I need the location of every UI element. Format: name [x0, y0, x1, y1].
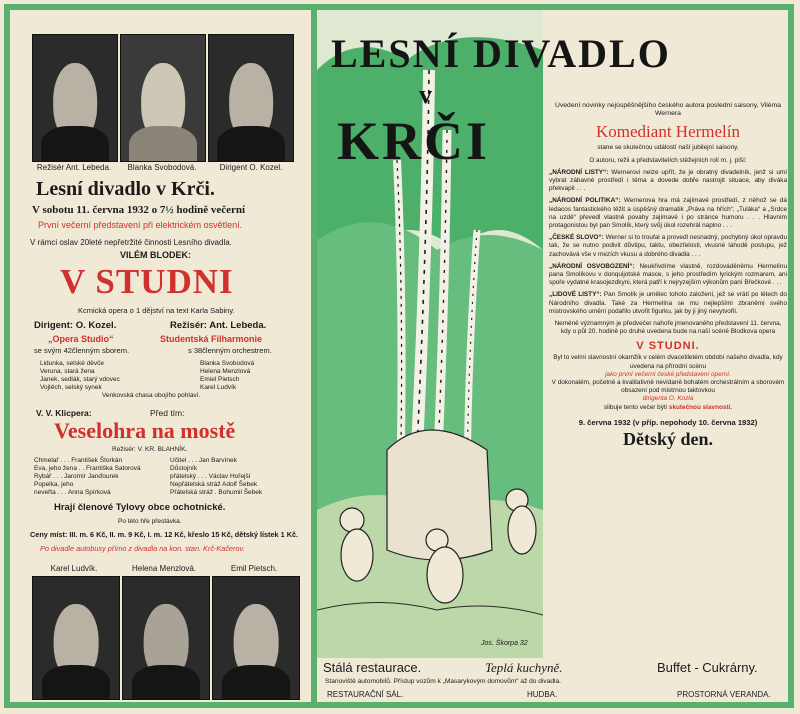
- cast-note: Venkovská chasa obojího pohlaví.: [102, 392, 201, 399]
- notice-title: V STUDNI.: [636, 340, 700, 353]
- caption-svobodova: Blanka Svobodová.: [127, 163, 197, 172]
- play-cast-right-5: Přátelská stráž . Bohumil Šebek: [170, 489, 263, 496]
- before-label: Před tím:: [150, 408, 185, 418]
- cast-role-4: Vojtěch, selský synek: [40, 384, 102, 391]
- review-4-source: „NÁRODNÍ OSVOBOZENÍ“:: [549, 262, 635, 270]
- celebration: V rámci oslav 20leté nepřetržité činnosti Lesního divadla.: [30, 238, 232, 247]
- review-4-text: Neukřivdíme vlastně, rozdováděněmu Hermelínu pana Smolíkovu v donquijotské masce, s jeho prostředím lyrickým rozmarem, ani spoře vydatné krasojezdkyni, která patří k nejryzejším výkonům paní Břečkové . . .: [549, 262, 788, 287]
- cast-actor-2: Helena Menzlová: [200, 368, 251, 375]
- play-director: Režisér: V. KR. BLAHNÍK.: [112, 446, 188, 453]
- caption-lebeda: Režisér Ant. Lebeda.: [36, 163, 112, 172]
- intro2: stane se skutečnou událostí naší jubilejní saisony.: [597, 144, 739, 152]
- cast-actor-3: Emiel Pietsch: [200, 376, 240, 383]
- artist-signature: Jos. Škorpa 32: [481, 640, 528, 647]
- amateurs: Hrají členové Tylovy obce ochotnické.: [54, 502, 226, 513]
- bottom-buffet: Buffet - Cukrárny.: [657, 660, 758, 675]
- play-title: Veselohra na mostě: [54, 418, 236, 443]
- review-1-source: „NÁRODNÍ LISTY“:: [549, 168, 609, 176]
- review-2-source: „NÁRODNÍ POLITIKA“:: [549, 197, 621, 205]
- notice3: V dokonalém, početně a kvalitativně nevídaně bohatém orchestrálním a sborovém obsazení pod mistrnou taktovkou: [551, 379, 785, 395]
- child-day: Dětský den.: [622, 428, 713, 449]
- play-cast-right-2: Důstojník: [170, 465, 198, 472]
- poster-title-line1: LESNÍ DIVADLO: [331, 31, 671, 76]
- review-5-text: Pan Smolík je umělec tohoto založení, jež se vrátí po létech do Národního divadla. Také za Hermelína se mu nejlepšími zbraněmi svého mistrovského umění podařilo utvořit figurku, jak by ji jiný nevytvořil.: [549, 291, 787, 315]
- cast-actor-1: Blanka Svobodová: [200, 360, 255, 367]
- review-4: [549, 263, 787, 288]
- intro: Uvedení novinky nejúspěšnějšího českého autora poslední saisony, Viléma Wernera: [554, 102, 782, 118]
- photo-pietsch: [212, 576, 300, 700]
- ensemble-philharmonic: Studentská Filharmonie: [160, 334, 263, 344]
- bus-info: Po divadle autobusy přímo z divadla na kon. stan. Krč-Kačerov.: [40, 544, 245, 553]
- poster-title-line2: KRČI: [337, 111, 491, 171]
- review-3: [549, 234, 787, 259]
- play-cast-left-5: neveřta . . . Anna Spírková: [34, 489, 111, 496]
- prices: Ceny míst: III. m. 6 Kč, II. m. 9 Kč, I. m. 12 Kč, křeslo 15 Kč, dětský lístek 1 Kč.: [30, 530, 299, 539]
- photo-lebeda: [32, 34, 118, 162]
- caption-ludvik: Karel Ludvík.: [50, 564, 98, 573]
- date-line: V sobotu 11. června 1932 o 7½ hodině večerní: [32, 204, 246, 216]
- play-cast-left-3: Rybář . . . Jaromír Janďourek: [34, 473, 119, 480]
- bottom-parking: Stanoviště automobilů. Přístup vozům k „Masarykovým domovům“ až do divadla.: [325, 678, 562, 685]
- right-column: [317, 10, 794, 702]
- play-cast-left-1: Chmelař . . . František Štorkán: [34, 457, 123, 464]
- reviews-column: [549, 102, 787, 450]
- cast-role-2: Veruna, stará žena: [40, 368, 95, 375]
- first-evening: První večerní představení při elektrickém osvětlení.: [38, 220, 243, 230]
- theatre-title: Lesní divadlo v Krči.: [36, 178, 215, 200]
- review-2-text: Wernerova hra má zajímavé prostředí, z něhož se dá ledacos fantastického těžit a úspěšný dramatik „Práva na hřích“, „Tuláka“ a „Srdce na uzdě“ převedl vlastně povahy zajímavé i po stránce humoru . . . Hlavním protagonistou byl pan Smolík, který svůj úkol rozehrál naplno . . .: [549, 197, 787, 230]
- photo-menzlova: [122, 576, 210, 700]
- photo-kozel: [208, 34, 294, 162]
- review-2: [549, 197, 787, 230]
- conductor: Dirigent: O. Kozel.: [34, 320, 117, 331]
- ensemble-opera-sub: se svým 42členným sborem.: [34, 346, 130, 355]
- bottom-kitchen: Teplá kuchyně.: [485, 660, 563, 675]
- left-column: [10, 10, 310, 702]
- notice4: slibuje tento večer býti: [603, 403, 668, 411]
- play-cast-left-4: Popelka, jeho: [34, 481, 74, 488]
- ensemble-opera-studio: „Opera Studio“: [48, 334, 114, 344]
- review-1-text: Wernerovi nelze upřít, že je obratný divadelník, jenž si umí vybrat zábavné prostředí i téma a dovede dobře nastrojit situace, aby diváka překvapil . . .: [549, 168, 787, 193]
- cast-role-1: Lidunka, selské děvče: [40, 360, 104, 367]
- cast-actor-4: Karel Ludvík: [200, 384, 237, 391]
- play-cast-left-2: Eva, jeho žena . . Františka Satorová: [34, 465, 141, 472]
- notice: Neméně významným je předvečer nahoře jmenovaného představení 11. června, kdy o půl 20. hodině po druhé uvedena bude na naší scéně Blodkova opera: [554, 320, 782, 336]
- review-3-source: „ČESKÉ SLOVO“:: [549, 234, 604, 242]
- free-note: Po této hře přestávka.: [118, 518, 182, 525]
- caption-pietsch: Emil Pietsch.: [230, 564, 278, 573]
- intro3: O autoru, režii a představitelích stěžejních rolí m. j. píší:: [589, 156, 747, 164]
- bottom-veranda: PROSTORNÁ VERANDA.: [677, 690, 771, 699]
- notice-red: jako první večerní české představení operní.: [605, 370, 731, 378]
- caption-menzlova: Helena Menzlová.: [131, 564, 197, 573]
- notice-conductor: dirigenta O. Kozla: [642, 395, 694, 403]
- notice4-line: [549, 404, 787, 412]
- caption-kozel: Dirigent O. Kozel.: [219, 163, 283, 172]
- bottom-hall: RESTAURAČNÍ SÁL.: [327, 690, 404, 699]
- notice-event: skutečnou slavností.: [668, 403, 733, 411]
- opera-subtitle: Kcmická opera o 1 dějství na text Karla Sabiny.: [78, 306, 235, 315]
- ensemble-phil-sub: s 38členným orchestrem.: [188, 346, 272, 355]
- play-cast-right-3: přátelský . . . Václav Hořejší: [170, 473, 251, 480]
- director: Režisér: Ant. Lebeda.: [170, 320, 267, 331]
- photo-ludvik: [32, 576, 120, 700]
- review-5: [549, 291, 787, 316]
- play-cast-right-4: Nepřátelská stráž Adolf Šebek: [170, 481, 258, 488]
- cast-role-3: Janek, sedlák, starý vdovec: [40, 376, 120, 383]
- child-date: 9. června 1932 (v příp. nepohody 10. června 1932): [578, 417, 758, 427]
- bottom-music: HUDBA.: [527, 690, 558, 699]
- photo-svobodova: [120, 34, 206, 162]
- play-author: V. V. Klicpera:: [36, 408, 92, 418]
- play-cast-right-1: Učitel . . . Jan Barvínek: [170, 457, 237, 464]
- bottom-restaurant: Stálá restaurace.: [323, 660, 422, 675]
- poster-title-v: v: [419, 80, 432, 109]
- composer: VILÉM BLODEK:: [120, 250, 191, 260]
- opera-title: V STUDNI: [60, 262, 234, 301]
- review-3-text: Werner si to troufal a provedl nesnadný, pochybný úkol opravdu tak, že se nutno podivit důvtipu, taktu, obezřelosti, vkusné lahodě postupu, jež zachovává vše v mezích vkusu a dobrého divadla . . .: [549, 234, 788, 258]
- review-5-source: „LIDOVÉ LISTY“:: [549, 291, 602, 299]
- notice2: Byl to velmi slavnostní okamžik v celém dvacetiletém období našeho divadla, kdy uvedena na přírodní scénu: [553, 354, 783, 370]
- play-name: Komediant Hermelín: [596, 122, 740, 142]
- review-1: [549, 169, 787, 194]
